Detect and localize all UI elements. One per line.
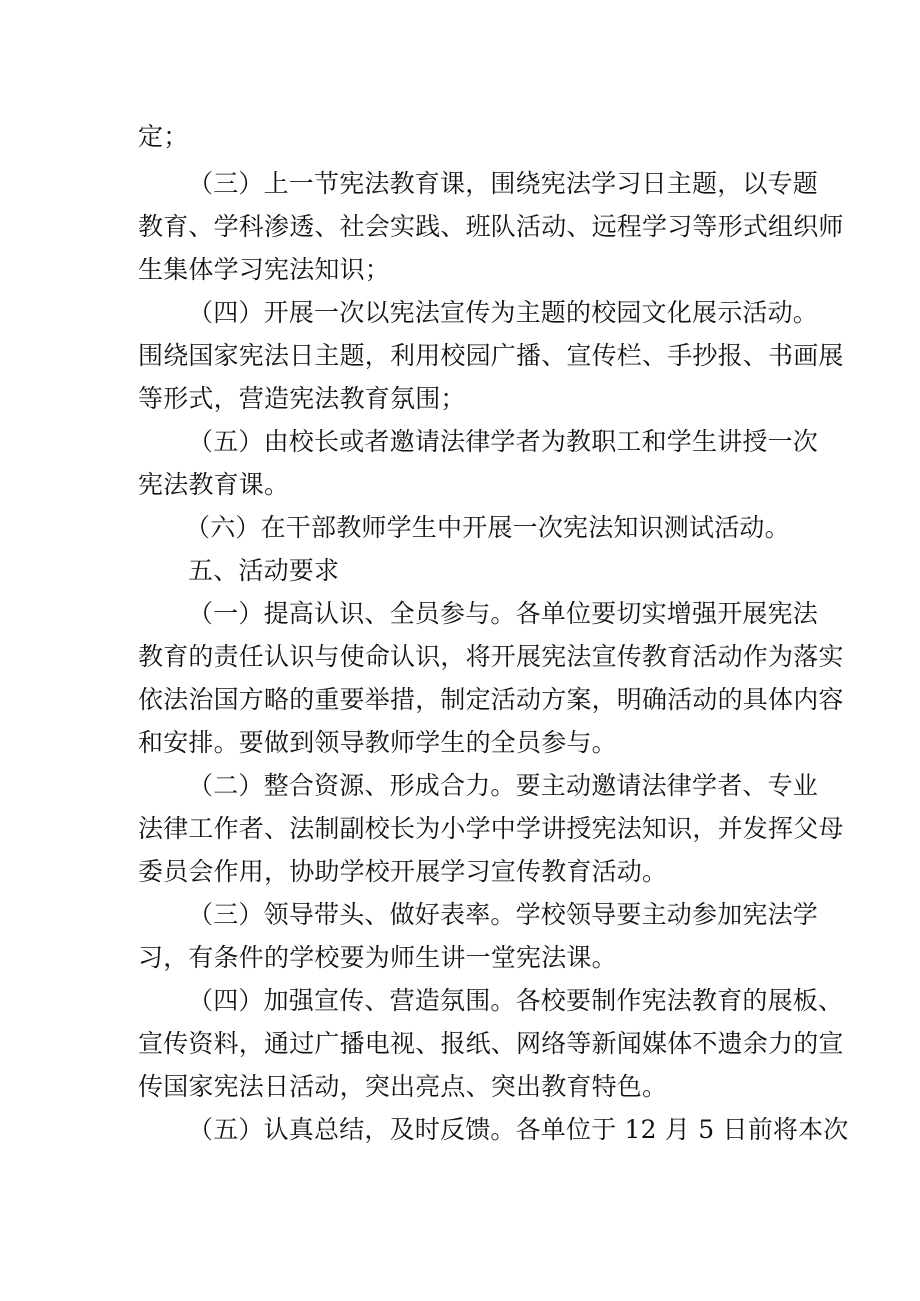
text-line: 依法治国方略的重要举措，制定活动方案，明确活动的具体内容 bbox=[138, 685, 844, 714]
text-line: 法律工作者、法制副校长为小学中学讲授宪法知识，并发挥父母 bbox=[138, 814, 844, 843]
paragraph-heading: （二）整合资源、形成合力。要主动邀请法律学者、专业 bbox=[188, 771, 819, 800]
text-line: 教育、学科渗透、社会实践、班队活动、远程学习等形式组织师 bbox=[138, 212, 844, 241]
text-line: 宪法教育课。 bbox=[138, 470, 290, 499]
paragraph-heading: （六）在干部教师学生中开展一次宪法知识测试活动。 bbox=[185, 513, 790, 542]
text-line: 生集体学习宪法知识； bbox=[138, 255, 391, 284]
paragraph-heading: （五）由校长或者邀请法律学者为教职工和学生讲授一次 bbox=[188, 427, 819, 456]
paragraph-heading: （四）加强宣传、营造氛围。各校要制作宪法教育的展板、 bbox=[188, 986, 844, 1015]
text-line: 教育的责任认识与使命认识，将开展宪法宣传教育活动作为落实 bbox=[138, 642, 844, 671]
section-heading: 五、活动要求 bbox=[188, 556, 340, 585]
text-line: 传国家宪法日活动，突出亮点、突出教育特色。 bbox=[138, 1072, 668, 1101]
text-line: 定； bbox=[138, 122, 189, 151]
paragraph-heading: （一）提高认识、全员参与。各单位要切实增强开展宪法 bbox=[188, 599, 819, 628]
paragraph-heading: （三）上一节宪法教育课，围绕宪法学习日主题，以专题 bbox=[188, 169, 819, 198]
paragraph-heading: （五）认真总结，及时反馈。各单位于 12 月 5 日前将本次 bbox=[188, 1115, 849, 1144]
text-line: 习，有条件的学校要为师生讲一堂宪法课。 bbox=[138, 943, 617, 972]
text-line: 委员会作用，协助学校开展学习宣传教育活动。 bbox=[138, 857, 668, 886]
text-line: 等形式，营造宪法教育氛围； bbox=[138, 384, 466, 413]
paragraph-heading: （四）开展一次以宪法宣传为主题的校园文化展示活动。 bbox=[188, 298, 819, 327]
text-line: 和安排。要做到领导教师学生的全员参与。 bbox=[138, 728, 617, 757]
text-line: 宣传资料，通过广播电视、报纸、网络等新闻媒体不遗余力的宣 bbox=[138, 1029, 844, 1058]
paragraph-heading: （三）领导带头、做好表率。学校领导要主动参加宪法学 bbox=[188, 900, 819, 929]
text-line: 围绕国家宪法日主题，利用校园广播、宣传栏、手抄报、书画展 bbox=[138, 341, 844, 370]
